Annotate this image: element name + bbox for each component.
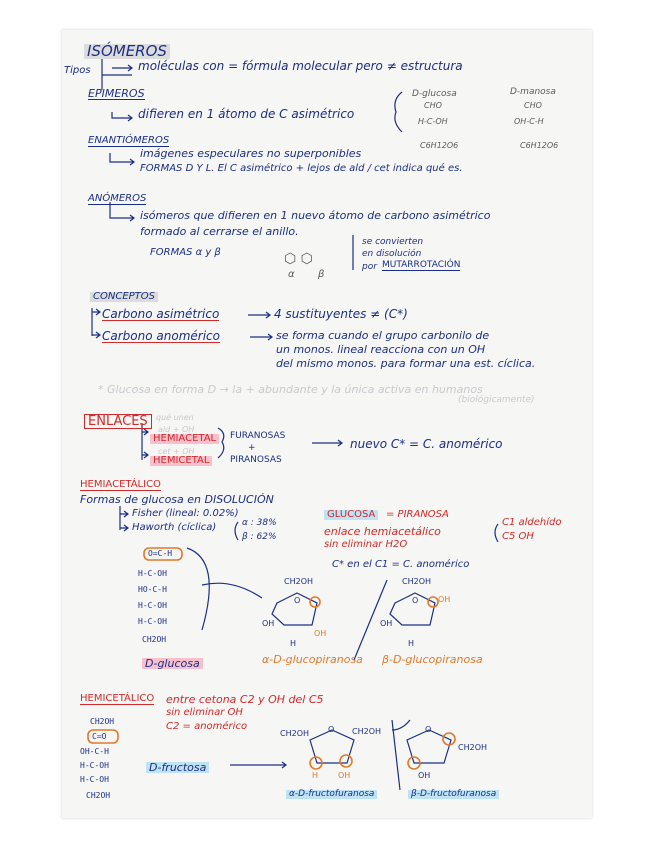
beta-oh-left: OH	[380, 619, 393, 628]
enlaces-small2: ald + OH	[158, 425, 195, 434]
beta-fructofuranosa: β-D-fructofuranosa	[408, 790, 499, 799]
carbono-asimetrico-label: Carbono asimétrico	[102, 307, 220, 321]
beta-percent: β : 62%	[242, 532, 277, 542]
isomeros-definition: moléculas con = fórmula molecular pero ≠ estructura	[138, 59, 463, 73]
glucosa-highlight: GLUCOSA	[324, 510, 378, 520]
beta-glucose-ch2oh: CH2OH	[402, 577, 432, 586]
beta-fructose-oh: OH	[418, 771, 431, 780]
formula-glucosa: C6H12O6	[420, 141, 459, 150]
alpha-percent: α : 38%	[242, 518, 277, 528]
hemicetalico-line2: sin eliminar OH	[166, 707, 243, 718]
hemicetal-label: HEMICETAL	[150, 456, 212, 466]
glucose-chain-1: O=C-H	[148, 549, 173, 558]
enantiomeros-line2: FORMAS D Y L. El C asimétrico + lejos de ald / cet indica qué es.	[140, 163, 463, 174]
anomeros-note3: por	[362, 262, 377, 272]
mutarrotacion-label: MUTARROTACIÓN	[382, 260, 461, 270]
hemicetalico-line1: entre cetona C2 y OH del C5	[166, 693, 324, 706]
furanosas-label: FURANOSAS	[230, 431, 286, 441]
alpha-oh-left: OH	[262, 619, 275, 628]
glucose-chain-6: CH2OH	[142, 635, 167, 644]
alpha-glucose-ch2oh: CH2OH	[284, 577, 314, 586]
alpha-glucopiranosa: α-D-glucopiranosa	[262, 653, 363, 666]
epimeros-title: EPIMEROS	[88, 87, 145, 100]
hexagon-sketch-icon: ⬡ ⬡	[284, 251, 313, 267]
dmanosa-label: D-manosa	[510, 87, 556, 97]
anomeros-line2: formado al cerrarse el anillo.	[140, 225, 299, 238]
piranosas-label: PIRANOSAS	[230, 455, 282, 465]
enlace-hemiacetalico: enlace hemiacetálico	[324, 525, 441, 538]
conceptos-title: CONCEPTOS	[90, 292, 158, 302]
alpha-symbol: α	[288, 269, 295, 280]
hemiacetalico-title: HEMIACETÁLICO	[80, 479, 161, 490]
hemicetalico-title: HEMICETÁLICO	[80, 693, 155, 704]
piranosa-label: = PIRANOSA	[386, 509, 449, 520]
glucose-chain-2: H-C-OH	[138, 569, 167, 578]
hcoh-glucosa: H-C-OH	[418, 117, 448, 126]
beta-symbol: β	[318, 269, 325, 280]
dglucosa-highlight: D-glucosa	[142, 658, 203, 669]
anomeros-formas: FORMAS α y β	[150, 247, 221, 258]
fructose-chain-1: CH2OH	[90, 717, 115, 726]
anomeros-note1: se convierten	[362, 237, 424, 247]
c5-oh: C5 OH	[502, 531, 534, 542]
alpha-fructose-ch2oh-left: CH2OH	[280, 729, 310, 738]
notebook-page	[62, 30, 592, 818]
carbono-asimetrico-def: 4 sustituyentes ≠ (C*)	[274, 307, 408, 321]
glucosa-faded-note2: (biológicamente)	[458, 395, 535, 405]
fructose-chain-5: H-C-OH	[80, 775, 109, 784]
alpha-fructofuranosa: α-D-fructofuranosa	[286, 790, 377, 799]
alpha-fructose-h: H	[312, 771, 319, 780]
anomerico-def1: se forma cuando el grupo carbonilo de	[276, 329, 490, 342]
fructose-chain-3: OH-C-H	[80, 747, 109, 756]
alpha-ring-oxygen: O	[294, 596, 301, 605]
carbono-anomerico-label: Carbono anomérico	[102, 329, 220, 343]
alpha-furanose-oxygen: O	[328, 725, 335, 734]
enlaces-title: ENLACES	[84, 414, 152, 429]
hemicetalico-line3: C2 = anomérico	[166, 721, 248, 732]
glucose-chain-4: H-C-OH	[138, 601, 167, 610]
enantiomeros-title: ENANTIÓMEROS	[88, 135, 170, 146]
beta-glucopiranosa: β-D-glucopiranosa	[382, 653, 483, 666]
anomeros-line1: isómeros que difieren en 1 nuevo átomo de carbono asimétrico	[140, 209, 491, 222]
alpha-fructose-oh: OH	[338, 771, 351, 780]
c-anomerico-c1: C* en el C1 = C. anomérico	[332, 559, 470, 570]
formula-manosa: C6H12O6	[520, 141, 559, 150]
formas-glucosa: Formas de glucosa en DISOLUCIÓN	[80, 493, 274, 506]
glucose-chain-3: HO-C-H	[138, 585, 167, 594]
fructose-chain-6: CH2OH	[86, 791, 111, 800]
sin-eliminar-h2o: sin eliminar H2O	[324, 539, 408, 550]
glucose-chain-5: H-C-OH	[138, 617, 167, 626]
fructose-chain-2: C=O	[92, 732, 107, 741]
cho-glucosa: CHO	[424, 101, 442, 110]
dfructosa-highlight: D-fructosa	[146, 762, 209, 773]
c1-aldehido: C1 aldehído	[502, 517, 562, 528]
dglucosa-label: D-glucosa	[412, 89, 457, 99]
epimeros-definition: difieren en 1 átomo de C asimétrico	[138, 107, 355, 121]
anomerico-def3: del mismo monos. para formar una est. cíclica.	[276, 357, 536, 370]
nuevo-c-anomerico: nuevo C* = C. anomérico	[350, 437, 503, 451]
alpha-oh-anomeric: OH	[314, 629, 327, 638]
anomeros-title: ANÓMEROS	[88, 193, 147, 204]
beta-oh-anomeric: OH	[438, 595, 451, 604]
enlaces-small3: cet + OH	[158, 447, 195, 456]
glucosa-faded-note: * Glucosa en forma D → la + abundante y la única activa en humanos	[98, 383, 483, 396]
fructose-chain-4: H-C-OH	[80, 761, 109, 770]
beta-furanose-oxygen: O	[425, 725, 432, 734]
ohch-manosa: OH-C-H	[514, 117, 544, 126]
enantiomeros-line1: imágenes especulares no superponibles	[140, 147, 362, 160]
beta-ring-oxygen: O	[412, 596, 419, 605]
enlaces-small1: qué unen	[156, 413, 194, 422]
hemiacetal-label: HEMIACETAL	[150, 434, 219, 444]
anomeros-note2: en disolución	[362, 249, 422, 259]
anomerico-def2: un monos. lineal reacciona con un OH	[276, 343, 486, 356]
beta-h-bottom: H	[408, 639, 415, 648]
alpha-fructose-ch2oh-right: CH2OH	[352, 727, 382, 736]
plus-sign: +	[248, 443, 256, 453]
haworth-label: Haworth (cíclica)	[132, 522, 217, 533]
alpha-h-bottom: H	[290, 639, 297, 648]
tipos-label: Tipos	[64, 65, 91, 76]
beta-fructose-ch2oh: CH2OH	[458, 743, 488, 752]
page-title: ISÓMEROS	[84, 44, 170, 59]
cho-manosa: CHO	[524, 101, 542, 110]
fisher-label: Fisher (lineal: 0.02%)	[132, 508, 239, 519]
